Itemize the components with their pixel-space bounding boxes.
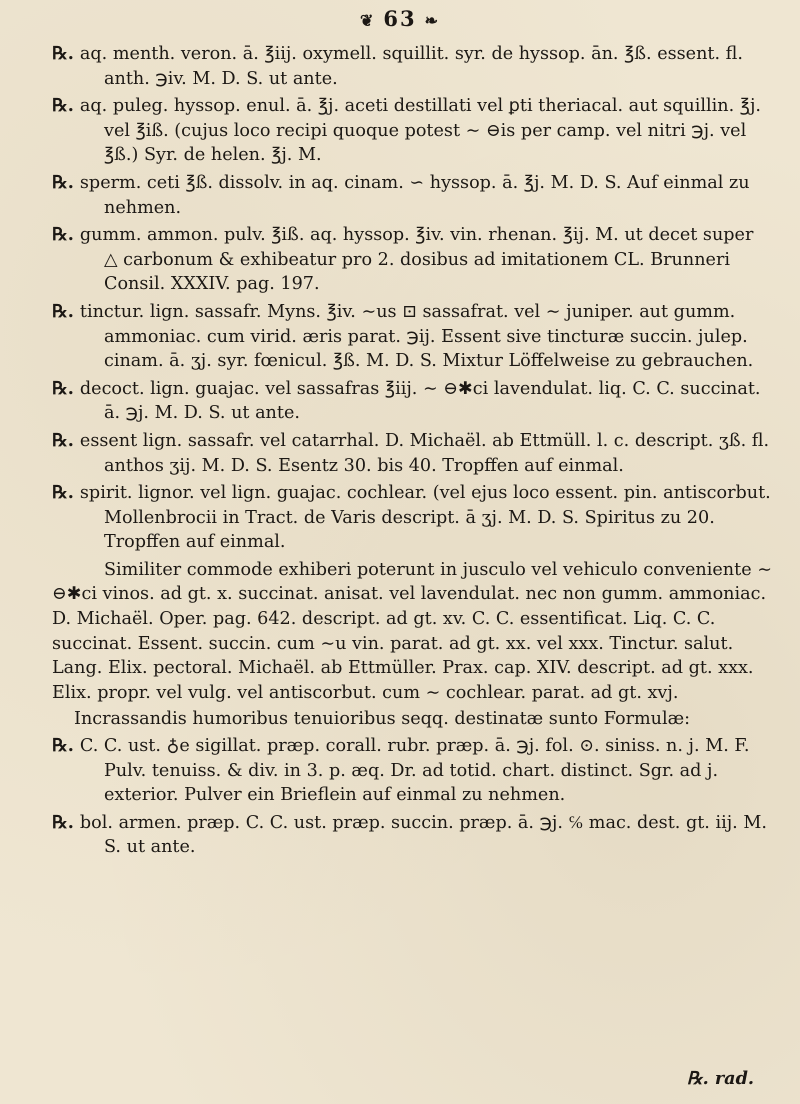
recipe-symbol: ℞. [52, 377, 74, 399]
recipe-entry [52, 223, 772, 297]
recipe-text: decoct. lign. guajac. vel sassafras ℥iij. ∼ ⊖✱ci lavendulat. liq. C. C. succinat. ā. ℈j. M. D. S. ut ante. [79, 378, 761, 424]
recipe-entry [52, 300, 772, 374]
recipe-symbol: ℞. [52, 43, 74, 64]
recipe-entry [52, 171, 772, 220]
recipe-text: gumm. ammon. pulv. ℥iß. aq. hyssop. ℥iv. vin. rhenan. ℥ij. M. ut decet super △ carbonum & exhibeatur pro 2. dosibus ad imitationem CL. Brunneri Consil. XXXIV. pag. 197. [79, 225, 754, 295]
recipe-entry [52, 481, 772, 555]
recipe-text: spirit. lignor. vel lign. guajac. cochlear. (vel ejus loco essent. pin. antiscorbut. Mollenbrocii in Tract. de Varis descript. ā ʒj. M. D. S. Spiritus zu 20. Tropffen auf einmal. [79, 483, 771, 553]
page-body [52, 42, 772, 863]
recipe-symbol: ℞. [52, 171, 74, 193]
recipe-text: aq. menth. veron. ā. ℥iij. oxymell. squillit. syr. de hyssop. ān. ℥ß. essent. fl. anth. ℈iv. M. D. S. ut ante. [79, 44, 743, 89]
recipe-text: essent lign. sassafr. vel catarrhal. D. Michaël. ab Ettmüll. l. c. descript. ʒß. fl. anthos ʒij. M. D. S. Esentz 30. bis 40. Tropffen auf einmal. [79, 430, 770, 476]
recipe-text: bol. armen. præp. C. C. ust. præp. succin. præp. ā. ℈j. ℅ mac. dest. gt. iij. M. S. ut ante. [79, 812, 767, 858]
catchword: ℞. rad. [686, 1068, 754, 1089]
running-head [0, 6, 800, 31]
recipe-symbol: ℞. [52, 300, 74, 322]
recipe-entry [52, 734, 772, 808]
recipe-entry [52, 42, 772, 91]
paragraph-similiter: Similiter commode exhiberi poterunt in jusculo vel vehiculo conveniente ∼ ⊖✱ci vinos. ad gt. x. succinat. anisat. vel lavendulat. nec non gumm. ammoniac. D. Michaël. Oper. pag. 642. descript. ad gt. xv. C. C. essentificat. Liq. C. C. succinat. Essent. succin. cum ∼u vin. parat. ad gt. xx. vel xxx. Tinctur. salut. Lang. Elix. pectoral. Michaël. ab Ettmüller. Prax. cap. XIV. descript. ad gt. xxx. Elix. propr. vel vulg. vel antiscorbut. cum ∼ cochlear. parat. ad gt. xvj. [52, 559, 772, 703]
recipe-entry [52, 377, 772, 426]
recipe-text: tinctur. lign. sassafr. Myns. ℥iv. ∼us ⊡ sassafrat. vel ∼ juniper. aut gumm. ammoniac. cum virid. æris parat. ℈ij. Essent sive tincturæ succin. julep. cinam. ā. ʒj. syr. fœnicul. ℥ß. M. D. S. Mixtur Löffelweise zu gebrauchen. [79, 301, 754, 372]
recipe-entry [52, 429, 772, 478]
recipe-symbol: ℞. [52, 735, 74, 757]
ornament-left: ❦ [359, 11, 376, 30]
recipe-symbol: ℞. [52, 95, 74, 117]
recipe-symbol: ℞. [52, 429, 74, 451]
ornament-right: ❧ [424, 11, 441, 30]
recipe-entry [52, 811, 772, 860]
recipe-entry [52, 94, 772, 168]
paragraph-incrassandis: Incrassandis humoribus tenuioribus seqq. destinatæ sunto Formulæ: [74, 709, 691, 730]
recipe-text: sperm. ceti ℥ß. dissolv. in aq. cinam. ∽ hyssop. ā. ℥j. M. D. S. Auf einmal zu nehmen. [79, 172, 750, 218]
recipe-symbol: ℞. [52, 224, 74, 246]
recipe-text: aq. puleg. hyssop. enul. ā. ℥j. aceti destillati vel ꝑti theriacal. aut squillin. ℥j. vel ℥iß. (cujus loco recipi quoque potest ∼ ⊖is per camp. vel nitri ℈j. vel ℥ß.) Syr. de helen. ℥j. M. [79, 96, 761, 166]
page-number: 63 [383, 6, 417, 31]
recipe-symbol: ℞. [52, 482, 74, 504]
recipe-text: C. C. ust. ♁e sigillat. præp. corall. rubr. præp. ā. ℈j. fol. ⊙. siniss. n. j. M. F. Pulv. tenuiss. & div. in 3. p. æq. Dr. ad totid. chart. distinct. Sgr. ad j. exterior. Pulver ein Brieflein auf einmal zu nehmen. [79, 736, 750, 806]
recipe-symbol: ℞. [52, 811, 74, 833]
